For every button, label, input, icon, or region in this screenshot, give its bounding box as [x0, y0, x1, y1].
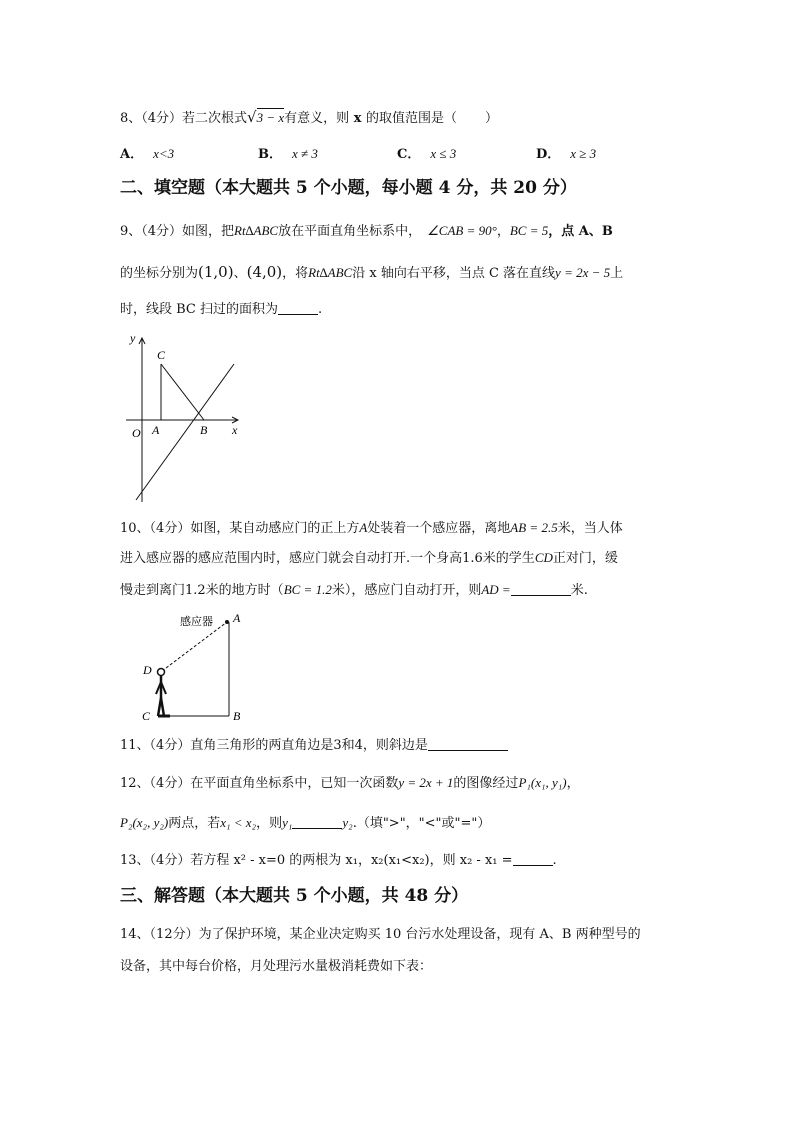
q8-option-b[interactable]: [258, 145, 318, 164]
q8-close: ）: [485, 111, 499, 126]
q8-stem: [120, 108, 498, 128]
q10-line-2: [120, 549, 618, 568]
q9-text: ，点 A、B: [548, 224, 613, 239]
q12-function: y = 2x + 1: [398, 775, 454, 790]
q12-text: 两点，若: [168, 816, 221, 831]
q12-y2: y₂: [342, 815, 353, 830]
label-y: y: [130, 331, 136, 345]
student-leg-right: [161, 698, 164, 716]
q10-text: 慢走到离门1.2米的地方时（: [120, 583, 284, 598]
q10-text: 正对门，缓: [552, 551, 618, 566]
q9-point-b: (4,0): [246, 263, 283, 281]
q10-cd: CD: [534, 550, 553, 565]
q8-var: x: [353, 111, 362, 126]
q10-text: 米，当人体: [557, 521, 623, 536]
q9-line-1: [120, 222, 613, 241]
side-bc: [161, 364, 204, 420]
q9-bc: BC = 5: [509, 223, 549, 238]
q10-figure: [138, 610, 248, 722]
q9-triangle: Rt∆ABC: [308, 265, 353, 280]
q9-text: 上: [610, 266, 624, 281]
option-text: x ≤ 3: [430, 146, 457, 161]
q10-bc: BC = 1.2: [283, 582, 332, 597]
q10-text: 处装着一个感应器，离地: [367, 521, 511, 536]
line-y-2x-5: [136, 364, 234, 500]
q12-y1: y₁: [282, 815, 293, 830]
q8-option-d[interactable]: [536, 145, 596, 164]
q9-text: 时，线段 BC 扫过的面积为: [120, 302, 279, 317]
answer-blank[interactable]: [428, 737, 508, 751]
answer-blank[interactable]: [292, 815, 342, 829]
q13-line: [120, 852, 557, 870]
q12-point-1: P₁(x₁, y₁): [518, 775, 567, 790]
q9-text: ，: [496, 224, 510, 239]
sqrt-sign: √: [247, 108, 257, 126]
q10-line-3: [120, 581, 588, 600]
option-text: x ≠ 3: [292, 146, 318, 161]
section-3-heading: 三、解答题（本大题共 5 个小题，共 48 分）: [120, 886, 469, 906]
label-o: O: [132, 426, 141, 440]
q9-line-2: [120, 263, 623, 283]
label-c: C: [157, 348, 166, 362]
option-label: D．: [536, 147, 561, 162]
q10-line-1: [120, 519, 623, 538]
label-x: x: [232, 423, 238, 437]
q8-text-2: 有意义，则: [284, 111, 350, 126]
q13-text: 13、（4分）若方程 x² - x=0 的两根为 x₁，x₂(x₁<x₂)，则 x₂ - x₁ =: [120, 853, 513, 868]
q9-text: 放在平面直角坐标系中，: [278, 224, 422, 239]
q10-ad: AD =: [481, 582, 511, 597]
q10-text: 米），感应门自动打开，则: [331, 583, 482, 598]
q12-text: 12、（4分）在平面直角坐标系中，已知一次函数: [120, 776, 399, 791]
q8-text-3: 的取值范围是（: [366, 111, 458, 126]
q9-text: .: [318, 302, 323, 317]
q11-line: [120, 737, 508, 755]
q10-text: 10、（4分）如图，某自动感应门的正上方: [120, 521, 360, 536]
q10-text: 进入感应器的感应范围内时，感应门就会自动打开.一个身高1.6米的学生: [120, 551, 535, 566]
label-c: C: [142, 709, 151, 722]
q10-point-a: A: [359, 520, 368, 535]
q9-point-a: (1,0): [198, 263, 234, 281]
q13-text: .: [552, 853, 557, 868]
q12-point-2: P₂(x₂, y₂): [120, 815, 169, 830]
q9-line-3: [120, 301, 322, 319]
sensor-label: 感应器: [180, 615, 213, 628]
q8-radicand: 3 − x: [256, 110, 285, 125]
q9-text: 沿 x 轴向右平移，当点 C 落在直线: [352, 266, 556, 281]
q12-line-1: [120, 774, 580, 793]
option-label: A．: [120, 147, 144, 162]
answer-blank[interactable]: [513, 852, 553, 866]
answer-blank[interactable]: [511, 582, 571, 596]
q12-text: 的图像经过: [453, 776, 519, 791]
label-b: B: [233, 709, 241, 722]
q11-text: 11、（4分）直角三角形的两直角边是3和4，则斜边是: [120, 738, 428, 753]
option-text: x<3: [153, 146, 175, 161]
q12-text: ，则: [256, 816, 283, 831]
q9-line-eq: y = 2x − 5: [555, 265, 611, 280]
q9-angle: ∠CAB = 90°: [427, 223, 497, 238]
q9-text: 、: [233, 266, 247, 281]
q14-line-1: 14、（12分）为了保护环境，某企业决定购买 10 台污水处理设备，现有 A、B 两种型号的: [120, 927, 641, 942]
sight-line-da: [162, 622, 227, 671]
q10-ab: AB = 2.5: [510, 520, 558, 535]
section-2-heading: 二、填空题（本大题共 5 个小题，每小题 4 分，共 20 分）: [120, 178, 577, 198]
q8-option-a[interactable]: [120, 145, 174, 164]
q9-triangle: Rt∆ABC: [234, 223, 279, 238]
label-a: A: [152, 423, 160, 437]
answer-blank[interactable]: [278, 301, 318, 315]
q8-option-c[interactable]: [397, 145, 456, 164]
q10-text: 米.: [570, 583, 588, 598]
q8-text: 8、（4分）若二次根式: [120, 111, 248, 126]
option-text: x ≥ 3: [570, 146, 597, 161]
q12-text: ，: [566, 776, 580, 791]
q9-figure: [122, 328, 252, 506]
option-label: C．: [397, 147, 421, 162]
q12-condition: x₁ < x₂: [220, 815, 257, 830]
student-head: [158, 669, 165, 676]
q12-line-2: [120, 814, 490, 833]
option-label: B．: [258, 147, 282, 162]
label-d: D: [143, 663, 152, 677]
label-b: B: [200, 423, 208, 437]
q9-text: 9、（4分）如图，把: [120, 224, 235, 239]
q12-text: .（填">"，"<"或"="）: [352, 816, 491, 831]
label-a: A: [233, 611, 241, 625]
q9-text: ，将: [282, 266, 309, 281]
q14-line-2: 设备，其中每台价格，月处理污水量极消耗费如下表：: [120, 959, 433, 974]
q9-text: 的坐标分别为: [120, 266, 199, 281]
